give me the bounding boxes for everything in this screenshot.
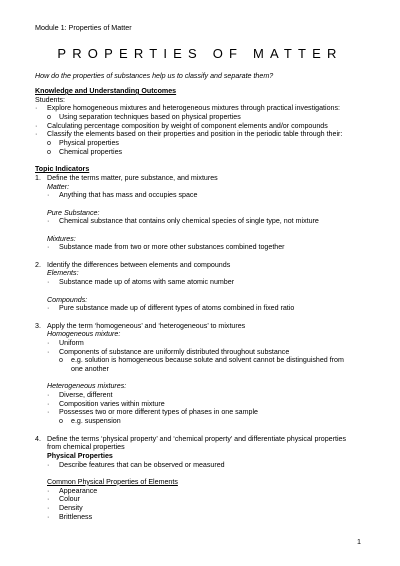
bullet-dash-icon: · xyxy=(47,460,50,469)
bullet-dash-icon: · xyxy=(35,121,38,130)
elements-definition: Substance made up of atoms with same atomic number xyxy=(59,278,235,287)
common-properties-heading: Common Physical Properties of Elements xyxy=(47,477,178,486)
topic-heading: Topic Indicators xyxy=(35,165,90,174)
pure-substance-definition: Chemical substance that contains only chemical species of single type, not mixture xyxy=(59,217,319,226)
bullet-dash-icon: · xyxy=(47,408,50,417)
outcome-item: · Explore homogeneous mixtures and heterogeneous mixtures through practical investigations: xyxy=(35,104,340,113)
homogeneous-label: Homogeneous mixture: xyxy=(47,330,121,339)
outcome-subitem: o Using separation techniques based on physical properties xyxy=(47,113,241,122)
bullet-dash-icon: · xyxy=(47,338,50,347)
students-label: Students: xyxy=(35,95,65,104)
bullet-dash-icon: · xyxy=(47,399,50,408)
bullet-dash-icon: · xyxy=(47,243,50,252)
elements-label: Elements: xyxy=(47,269,79,278)
pure-substance-label: Pure Substance: xyxy=(47,208,100,217)
module-header: Module 1: Properties of Matter xyxy=(35,23,132,32)
page-number: 1 xyxy=(357,537,361,546)
bullet-dash-icon: · xyxy=(35,104,38,113)
bullet-dash-icon: · xyxy=(47,391,50,400)
mixtures-label: Mixtures: xyxy=(47,234,76,243)
bullet-dash-icon: · xyxy=(47,217,50,226)
topic-item-4: 4. Define the terms ‘physical property’ and ‘chemical property’ and differentiate physical properties xyxy=(35,434,347,443)
bullet-dash-icon: · xyxy=(47,191,50,200)
bullet-dash-icon: · xyxy=(47,504,50,512)
bullet-dash-icon: · xyxy=(47,278,50,287)
bullet-dash-icon: · xyxy=(47,486,50,495)
physical-properties-heading: Physical Properties xyxy=(47,451,113,460)
knowledge-heading: Knowledge and Understanding Outcomes xyxy=(35,87,177,95)
matter-label: Matter: xyxy=(47,182,70,191)
compounds-label: Compounds: xyxy=(47,295,88,304)
bullet-dash-icon: · xyxy=(47,512,50,521)
bullet-dash-icon: · xyxy=(47,347,50,356)
bullet-dash-icon: · xyxy=(47,304,50,313)
mixtures-definition: Substance made from two or more other substances combined together xyxy=(59,243,285,252)
topic-item-1: 1. Define the terms matter, pure substance, and mixtures xyxy=(35,173,218,182)
bullet-circle-icon: o xyxy=(59,417,63,426)
guiding-question: How do the properties of substances help us to classify and separate them? xyxy=(35,72,274,80)
bullet-dash-icon: · xyxy=(47,495,50,504)
heterogeneous-label: Heterogeneous mixtures: xyxy=(47,382,127,391)
bullet-circle-icon: o xyxy=(47,139,51,148)
document-body: Knowledge and Understanding Outcomes Students: · Explore homogeneous mixtures and heterogeneous mixtures through practical investigations: o Using separation techniques based on physical properties · Calculating percentage composition by weight of component elements and/or compounds · Classify the elements based on their properties and position in the periodic table through their: o Physical properties o Chemical properties Topic Indicators 1. Define the terms matter, pure substance, and mixtures Matter: · Anything that has mass and occupies space Pure Substance: · Chemical substance that contains only chemical species of single type, not mixture Mixtures: · Substance made from two or more other substances combined together 2. Identify the differences between elements and compounds Elements: · Substance made up of atoms with same atomic number Compounds: · Pure substance made up of different types of atoms combined in fixed ratio 3. Apply the term ‘homogeneous’ and ‘heterogeneous’ to mixtures Homogeneous mixture: · Uniform · Components of substance are uniformly distributed throughout substance o e.g. solution is homogeneous because solute and solvent cannot be distinguished from one another Heterogeneous mixtures: · Diverse, different · Composition varies within mixture · Possesses two or more different types of phases in one sample o e.g. suspension 4. Define the terms ‘physical property’ and ‘chemical property’ and differentiate physical properties from chemical properties Physical Properties · Describe features that can be observed or measured Common Physical Properties of Elements · Appearance · Colour · Density · Brittleness xyxy=(35,87,380,521)
topic-item-3: 3. Apply the term ‘homogeneous’ and ‘heterogeneous’ to mixtures xyxy=(35,321,246,330)
outcome-item: · Calculating percentage composition by weight of component elements and/or compounds xyxy=(35,121,328,130)
bullet-circle-icon: o xyxy=(47,113,51,122)
matter-definition: Anything that has mass and occupies space xyxy=(59,191,198,200)
outcome-subitem: o Chemical properties xyxy=(47,147,123,156)
outcome-item: · Classify the elements based on their properties and position in the periodic table through their: xyxy=(35,130,343,139)
bullet-circle-icon: o xyxy=(47,147,51,156)
compounds-definition: Pure substance made up of different types of atoms combined in fixed ratio xyxy=(59,304,295,313)
page-title: PROPERTIES OF MATTER xyxy=(57,46,343,61)
outcome-subitem: o Physical properties xyxy=(47,139,119,148)
topic-item-2: 2. Identify the differences between elements and compounds xyxy=(35,260,231,269)
bullet-circle-icon: o xyxy=(59,356,63,365)
bullet-dash-icon: · xyxy=(35,130,38,139)
